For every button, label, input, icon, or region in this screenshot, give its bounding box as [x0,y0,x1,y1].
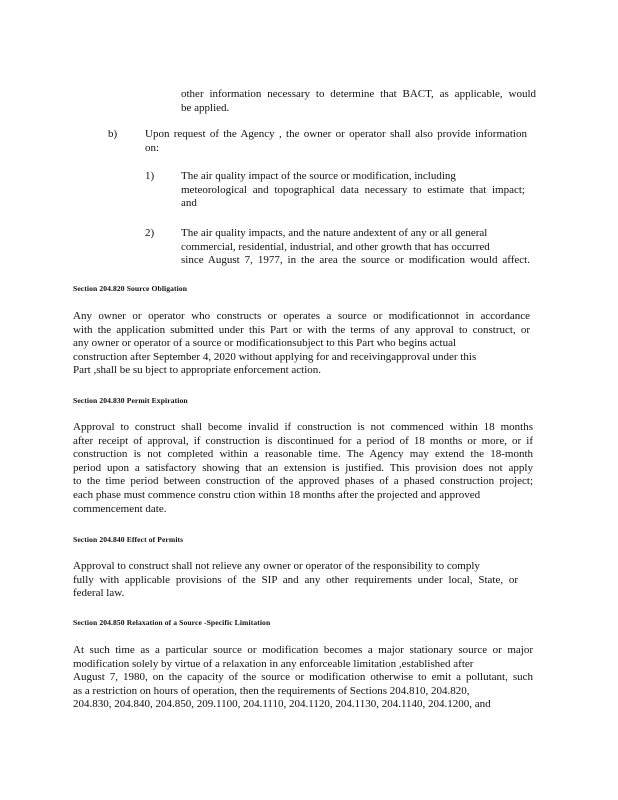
item-2-label: 2) [145,227,155,239]
item-2-line-2: commercial, residential, industrial, and other growth that has occurred [181,240,490,253]
section-204-830-heading: Section 204.830 Permit Expiration [73,396,188,405]
intro-line-1: other information necessary to determine that BACT, as applicable, would [181,88,536,100]
item-b-label: b) [108,128,118,140]
item-2-paragraph [181,227,530,268]
section-204-850-line-1: At such time as a particular source or modification becomes a major stationary source or major [73,644,533,656]
item-1-line-1: The air quality impact of the source or modification, including [181,170,456,182]
section-204-820-line-4: construction after September 4, 2020 without applying for and receivingapproval under this [73,350,477,363]
section-204-850-line-3: August 7, 1980, on the capacity of the source or modification otherwise to emit a pollutant, such [73,671,533,684]
section-204-850-heading: Section 204.850 Relaxation of a Source -Specific Limitation [73,618,271,627]
item-1-label: 1) [145,170,155,182]
section-204-830-line-2: after receipt of approval, if construction is discontinued for a period of 18 months or more, or if [73,434,533,447]
section-204-840-line-3: federal law. [73,587,125,600]
section-204-820-body [73,310,530,378]
section-204-850-line-4: as a restriction on hours of operation, then the requirements of Sections 204.810, 204.820, [73,684,470,697]
item-b-line-2: on: [145,141,160,154]
section-204-830-body [73,421,533,516]
item-b-paragraph [145,128,527,155]
intro-paragraph [181,88,536,115]
section-204-830-line-1: Approval to construct shall become invalid if construction is not commenced within 18 months [73,421,533,433]
section-204-830-line-4: period upon a satisfactory showing that an extension is justified. This provision does not apply [73,461,533,474]
section-204-830-line-7: commencement date. [73,502,167,515]
section-204-840-line-1: Approval to construct shall not relieve any owner or operator of the responsibility to comply [73,560,480,572]
section-204-820-heading: Section 204.820 Source Obligation [73,284,188,293]
section-204-840-heading: Section 204.840 Effect of Permits [73,535,184,544]
item-2-line-1: The air quality impacts, and the nature andextent of any or all general [181,227,488,239]
item-1-line-3: and [181,197,197,210]
item-1-line-2: meteorological and topographical data necessary to estimate that impact; [181,183,525,196]
section-204-850-body [73,644,533,712]
item-2-line-3: since August 7, 1977, in the area the source or modification would affect. [181,254,530,267]
section-204-830-line-6: each phase must commence constru ction within 18 months after the projected and approved [73,488,481,501]
section-204-820-line-1: Any owner or operator who constructs or operates a source or modificationnot in accordance [73,310,530,322]
section-204-850-line-5: 204.830, 204.840, 204.850, 209.1100, 204.1110, 204.1120, 204.1130, 204.1140, 204.1200, and [73,698,491,711]
section-204-820-line-3: any owner or operator of a source or modificationsubject to this Part who begins actual [73,337,457,350]
section-204-820-line-5: Part ,shall be su bject to appropriate enforcement action. [73,364,322,377]
section-204-830-line-3: construction is not completed within a reasonable time. The Agency may extend the 18-month [73,448,533,461]
section-204-850-line-2: modification solely by virtue of a relaxation in any enforceable limitation ,established after [73,657,474,670]
section-204-840-body [73,560,518,601]
section-204-830-line-5: to the time period between construction of the approved phases of a phased construction project; [73,475,533,488]
intro-line-2: be applied. [181,101,230,114]
section-204-840-line-2: fully with applicable provisions of the SIP and any other requirements under local, State, or [73,573,518,586]
section-204-820-line-2: with the application submitted under this Part or with the terms of any approval to construct, or [73,323,530,336]
item-1-paragraph [181,170,525,211]
item-b-line-1: Upon request of the Agency , the owner or operator shall also provide information [145,128,527,140]
